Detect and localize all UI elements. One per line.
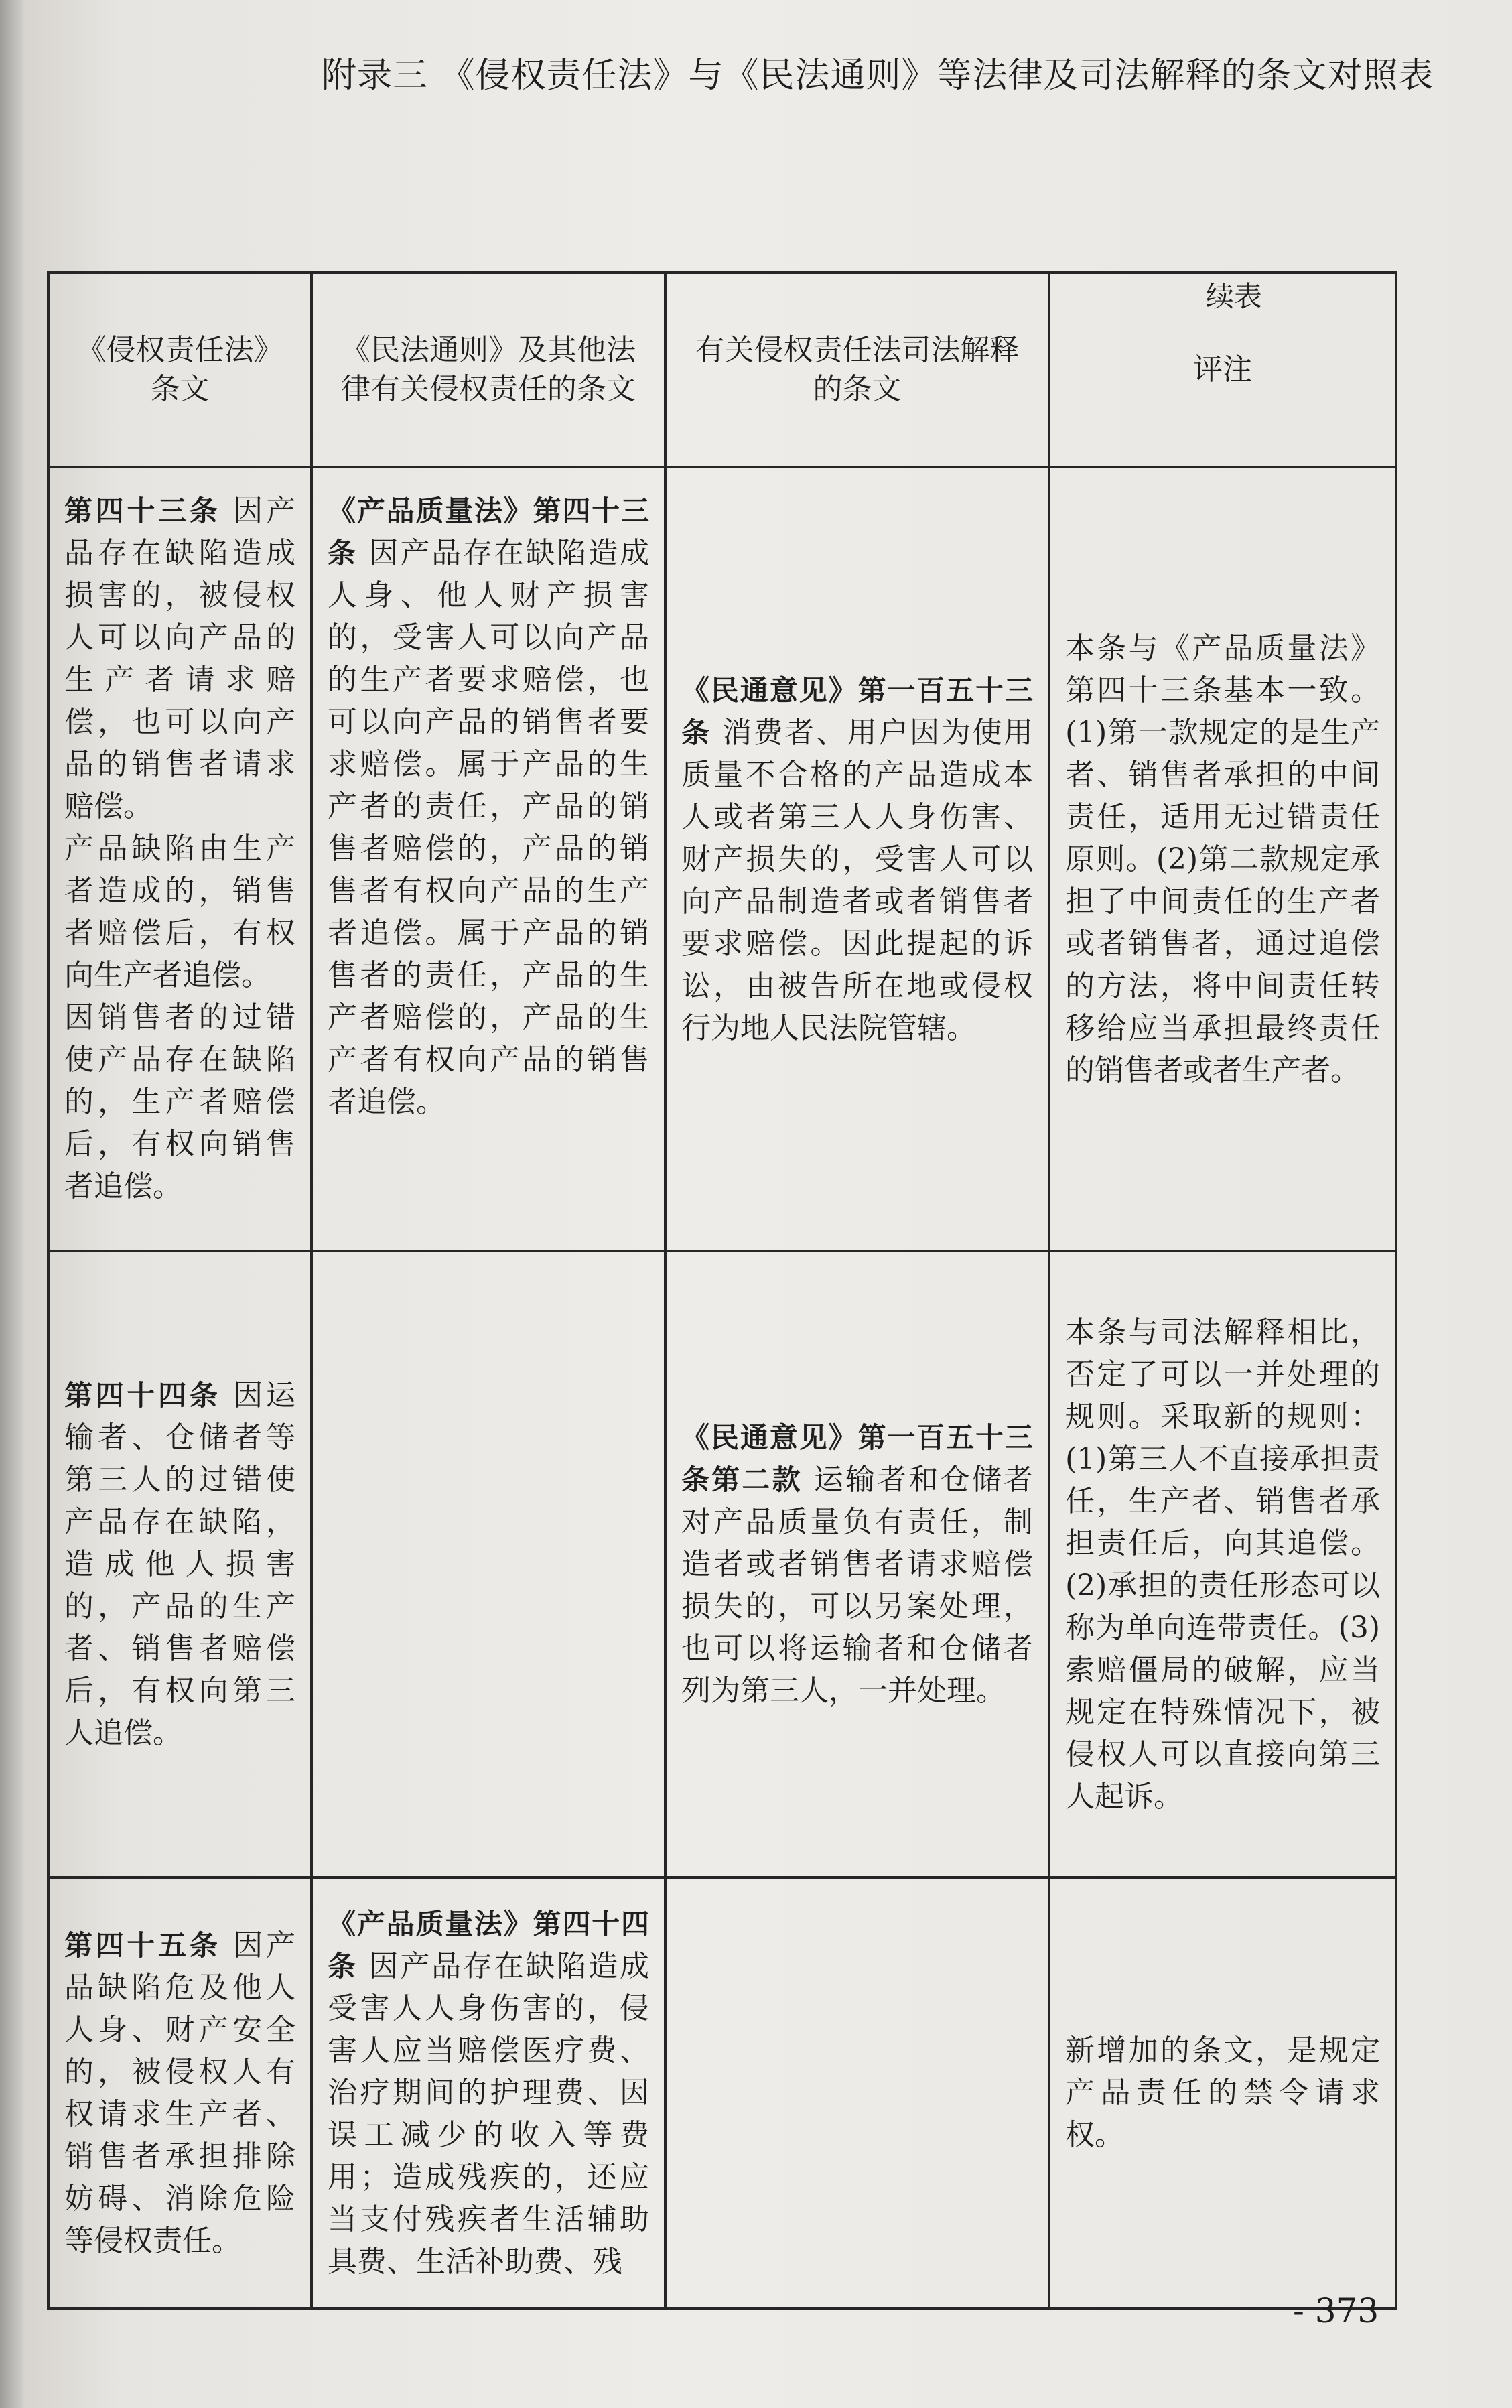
interpretation-text: 运输者和仓储者对产品质量负有责任，制造者或者销售者请求赔偿损失的，可以另案处理，也可以将运输者和仓储者列为第三人，一并处理。	[681, 1463, 1033, 1708]
table-header-row	[48, 273, 1396, 467]
page-header: 附录三 《侵权责任法》与《民法通则》等法律及司法解释的条文对照表	[322, 56, 1434, 96]
article-title: 第四十五条	[64, 1928, 221, 1962]
article-title: 第四十三条	[64, 494, 221, 527]
article-text-para-3: 因销售者的过错使产品存在缺陷的，生产者赔偿后，有权向销售者追偿。	[64, 1000, 295, 1203]
interpretation-reference: 《民通意见》第一百五十三条第二款	[681, 1421, 1033, 1496]
judicial-interpretation-cell-empty	[665, 1877, 1049, 2308]
continued-label: 续表	[1206, 280, 1263, 313]
interpretation-text: 消费者、用户因为使用质量不合格的产品造成本人或者第三人人身伤害、财产损失的，受害人可以向产品制造者或者销售者要求赔偿。因此提起的诉讼，由被告所在地或侵权行为地人民法院管辖。	[681, 715, 1033, 1045]
table-row	[48, 1877, 1396, 2308]
law-reference: 《产品质量法》第四十四条	[328, 1908, 649, 1983]
article-text-para-2: 产品缺陷由生产者造成的，销售者赔偿后，有权向生产者追偿。	[64, 831, 295, 992]
header-judicial-interpretation: 有关侵权责任法司法解释的条文	[665, 273, 1049, 467]
interpretation-reference: 《民通意见》第一百五十三条	[681, 673, 1033, 749]
header-tort-law-article: 《侵权责任法》条文	[48, 273, 312, 467]
commentary-text: 本条与司法解释相比，否定了可以一并处理的规则。采取新的规则：(1)第三人不直接承担责任，生产者、销售者承担责任后，向其追偿。(2)承担的责任形态可以称为单向连带责任。(3)索赔僵局的破解，应当规定在特殊情况下，被侵权人可以直接向第三人起诉。	[1065, 1315, 1380, 1814]
civil-law-cell	[312, 467, 665, 1251]
tort-law-cell	[48, 1251, 312, 1877]
civil-law-cell	[312, 1877, 665, 2308]
law-text: 因产品存在缺陷造成人身、他人财产损害的，受害人可以向产品的生产者要求赔偿，也可以向产品的销售者要求赔偿。属于产品的生产者的责任，产品的销售者赔偿的，产品的销售者有权向产品的生产者追偿。属于产品的销售者的责任，产品的生产者赔偿的，产品的生产者有权向产品的销售者追偿。	[328, 536, 649, 1119]
article-text: 因运输者、仓储者等第三人的过错使产品存在缺陷，造成他人损害的，产品的生产者、销售者赔偿后，有权向第三人追偿。	[64, 1378, 295, 1750]
commentary-text: 新增加的条文，是规定产品责任的禁令请求权。	[1065, 2033, 1380, 2152]
commentary-cell	[1049, 467, 1396, 1251]
table-row	[48, 467, 1396, 1251]
tort-law-cell	[48, 467, 312, 1251]
law-reference: 《产品质量法》第四十三条	[328, 494, 649, 570]
header-commentary: 评注	[1049, 273, 1396, 467]
commentary-cell	[1049, 1251, 1396, 1877]
law-text: 因产品存在缺陷造成受害人人身伤害的，侵害人应当赔偿医疗费、治疗期间的护理费、因误工减少的收入等费用；造成残疾的，还应当支付残疾者生活辅助具费、生活补助费、残	[328, 1949, 649, 2279]
civil-law-cell-empty	[312, 1251, 665, 1877]
commentary-cell	[1049, 1877, 1396, 2308]
article-text: 因产品存在缺陷造成损害的，被侵权人可以向产品的生产者请求赔偿，也可以向产品的销售者请求赔偿。	[64, 494, 295, 823]
article-title: 第四十四条	[64, 1379, 221, 1412]
commentary-text: 本条与《产品质量法》第四十三条基本一致。(1)第一款规定的是生产者、销售者承担的中间责任，适用无过错责任原则。(2)第二款规定承担了中间责任的生产者或者销售者，通过追偿的方法，将中间责任转移给应当承担最终责任的销售者或者生产者。	[1065, 630, 1380, 1087]
judicial-interpretation-cell	[665, 1251, 1049, 1877]
judicial-interpretation-cell	[665, 467, 1049, 1251]
table-row	[48, 1251, 1396, 1877]
header-civil-law-article: 《民法通则》及其他法律有关侵权责任的条文	[312, 273, 665, 467]
page-number: - 373	[1293, 2291, 1379, 2330]
comparison-table	[47, 271, 1397, 2310]
article-text: 因产品缺陷危及他人人身、财产安全的，被侵权人有权请求生产者、销售者承担排除妨碍、消除危险等侵权责任。	[64, 1928, 295, 2258]
tort-law-cell	[48, 1877, 312, 2308]
